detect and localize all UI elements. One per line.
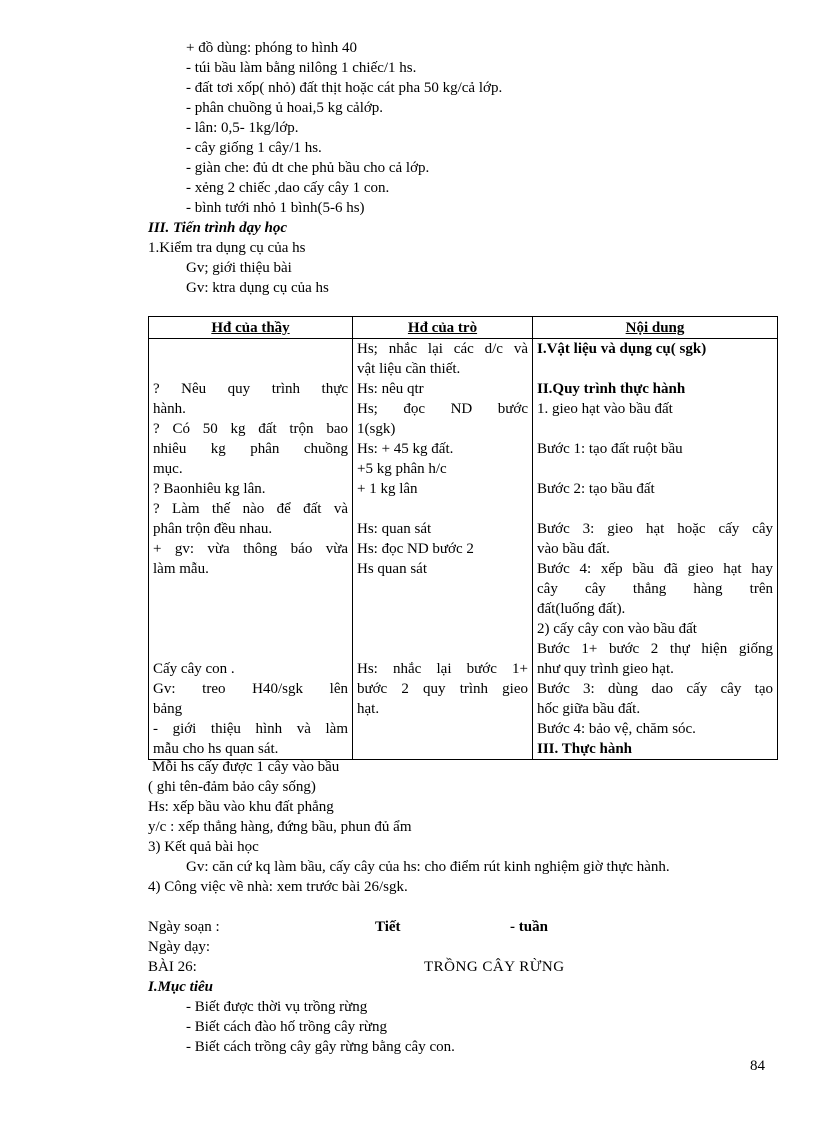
table-header-row [149,317,778,339]
table-line: Bước 2: tạo bầu đất [537,481,655,497]
objective-item: - Biết cách trồng cây gây rừng bằng cây con. [186,1039,455,1055]
materials-item: - xẻng 2 chiếc ,dao cấy cây 1 con. [186,180,390,196]
body-line: Hs: xếp bầu vào khu đất phẳng [148,799,334,815]
table-line: - giới thiệu hình và làm [153,721,348,737]
table-line: 2) cấy cây con vào bầu đất [537,621,697,637]
table-line: mục. [153,461,183,477]
body-line: Gv: căn cứ kq làm bầu, cấy cây của hs: cho điểm rút kinh nghiệm giờ thực hành. [186,859,670,875]
table-line: 1. gieo hạt vào bầu đất [537,401,673,417]
content-column [533,339,778,760]
table-line: hành. [153,401,186,417]
table-line: vật liệu cần thiết. [357,361,461,377]
table-line: +5 kg phân h/c [357,461,447,477]
table-line: như quy trình gieo hạt. [537,661,674,677]
page-number: 84 [750,1058,765,1074]
table-line: + 1 kg lân [357,481,418,497]
body-line: y/c : xếp thẳng hàng, đứng bầu, phun đủ ẩm [148,819,412,835]
period-label: Tiết [375,919,401,935]
objective-item: - Biết cách đào hố trồng cây rừng [186,1019,387,1035]
header-content: Nội dung [533,317,778,339]
table-line: Bước 4: xếp bầu đã gieo hạt hay [537,561,773,577]
table-line: Bước 3: gieo hạt hoặc cấy cây [537,521,773,537]
table-line: Bước 1: tạo đất ruột bầu [537,441,683,457]
materials-item: - phân chuồng ủ hoai,5 kg cảlớp. [186,100,384,116]
table-line: Bước 1+ bước 2 thự hiện giống [537,641,773,657]
table-line: hạt. [357,701,380,717]
table-line: Hs: nêu qtr [357,381,424,397]
table-line: I.Vật liệu và dụng cụ( sgk) [537,341,707,357]
table-line: Hs: đọc ND bước 2 [357,541,474,557]
table-line: III. Thực hành [537,741,633,757]
materials-item: - cây giống 1 cây/1 hs. [186,140,322,156]
step-heading: 1.Kiểm tra dụng cụ của hs [148,240,306,256]
table-line: Hs quan sát [357,561,427,577]
lesson-table [148,316,778,760]
step-item: Gv; giới thiệu bài [186,260,292,276]
lesson-number: BÀI 26: [148,959,197,975]
table-line: Hs: nhắc lại bước 1+ [357,661,528,677]
table-line: nhiêu kg phân chuồng [153,441,348,457]
materials-item: + đồ dùng: phóng to hình 40 [186,40,357,56]
lesson-title: TRỒNG CÂY RỪNG [424,959,565,975]
table-line: Bước 4: bảo vệ, chăm sóc. [537,721,696,737]
body-line: 4) Công việc về nhà: xem trước bài 26/sgk. [148,879,408,895]
table-line: Hs; đọc ND bước [357,401,528,417]
materials-item: - lân: 0,5- 1kg/lớp. [186,120,299,136]
table-line: đất(luống đất). [537,601,626,617]
teacher-column [149,339,353,760]
table-body-row [149,339,778,760]
table-line: ? Nêu quy trình thực [153,381,348,397]
table-line: Hs; nhắc lại các d/c và [357,341,528,357]
materials-item: - giàn che: đủ dt che phủ bầu cho cả lớp. [186,160,430,176]
table-line: II.Quy trình thực hành [537,381,686,397]
table-line: vào bầu đất. [537,541,610,557]
table-line: Hs: + 45 kg đất. [357,441,454,457]
table-line: làm mẫu. [153,561,209,577]
student-column [353,339,533,760]
table-line: 1(sgk) [357,421,396,437]
objectives-heading: I.Mục tiêu [148,979,214,995]
table-line: ? Baonhiêu kg lân. [153,481,266,497]
date-taught-label: Ngày dạy: [148,939,211,955]
table-line: mẫu cho hs quan sát. [153,741,279,757]
body-line: 3) Kết quả bài học [148,839,259,855]
table-line: phân trộn đều nhau. [153,521,273,537]
materials-item: - bình tưới nhỏ 1 bình(5-6 hs) [186,200,365,216]
date-prepared-label: Ngày soạn : [148,919,220,935]
section-heading: III. Tiến trình dạy học [148,220,288,236]
header-student: Hđ của trò [353,317,533,339]
table-line: Bước 3: dùng dao cấy cây tạo [537,681,773,697]
objective-item: - Biết được thời vụ trồng rừng [186,999,368,1015]
table-line: Cấy cây con . [153,661,235,677]
header-teacher: Hđ của thầy [149,317,353,339]
table-line: ? Làm thế nào để đất và [153,501,348,517]
body-line: Mỗi hs cấy được 1 cây vào bầu [152,759,340,775]
table-line: bước 2 quy trình gieo [357,681,528,697]
table-line: + gv: vừa thông báo vừa [153,541,348,557]
table-line: bảng [153,701,183,717]
materials-item: - đất tơi xốp( nhỏ) đất thịt hoặc cát pha 50 kg/cả lớp. [186,80,503,96]
week-label: - tuần [510,919,548,935]
table-line: ? Có 50 kg đất trộn bao [153,421,348,437]
table-line: Gv: treo H40/sgk lên [153,681,348,697]
table-line: Hs: quan sát [357,521,432,537]
body-line: ( ghi tên-đảm bảo cây sống) [148,779,316,795]
table-line: hốc giữa bầu đất. [537,701,641,717]
step-item: Gv: ktra dụng cụ của hs [186,280,329,296]
table-line: cây cây thẳng hàng trên [537,581,773,597]
materials-item: - túi bầu làm bằng nilông 1 chiếc/1 hs. [186,60,417,76]
